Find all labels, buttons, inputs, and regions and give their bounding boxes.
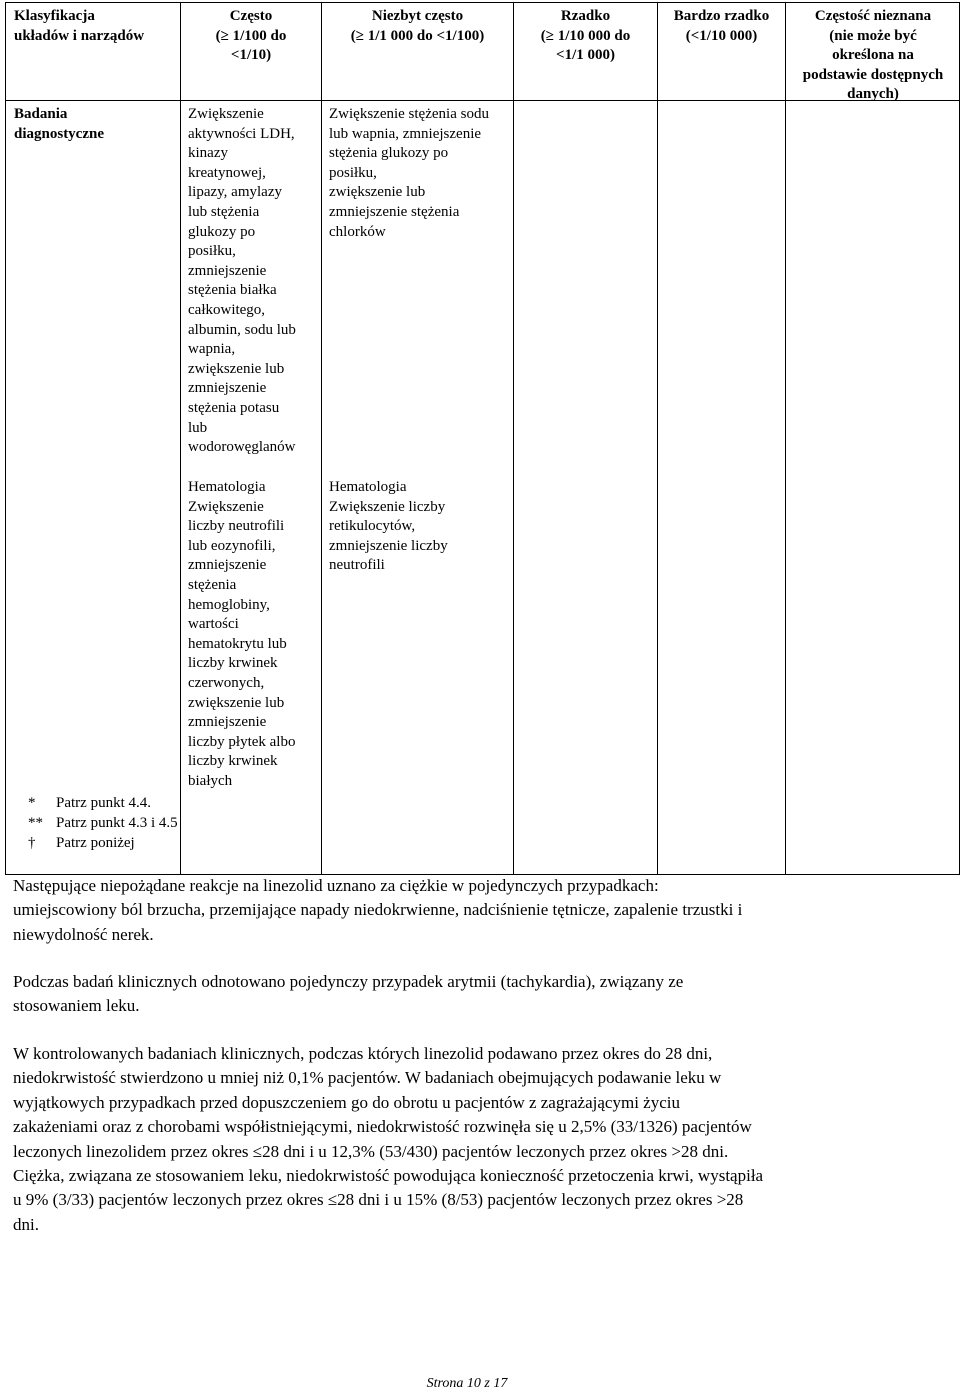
footnote: † Patrz poniżej	[28, 835, 135, 851]
column-divider	[785, 3, 786, 874]
footnote: ** Patrz punkt 4.3 i 4.5	[28, 815, 178, 831]
header-very-rare: Bardzo rzadko (<1/10 000)	[673, 8, 770, 44]
header-rare: Rzadko (≥ 1/10 000 do <1/1 000)	[540, 8, 631, 64]
footnote: * Patrz punkt 4.4.	[28, 795, 151, 811]
cell-uncommon: Zwiększenie stężenia sodu lub wapnia, zmniejszenie stężenia glukozy po posiłku, zwiększenie lub zmniejszenie stężenia chlorków	[329, 106, 489, 240]
paragraph-serious-reactions: Następujące niepożądane reakcje na linezolid uznano za ciężkie w pojedynczych przypadkach: umiejscowiony ból brzucha, przemijające napady niedokrwienne, nadciśnienie tętnicze, zapalenie trzustki i niewydolność nerek.	[13, 876, 743, 944]
row-system-class: Badania diagnostyczne	[14, 106, 104, 142]
header-unknown: Częstość nieznana (nie może być określona na podstawie dostępnych danych)	[802, 8, 944, 103]
header-system-class: Klasyfikacja układów i narządów	[14, 8, 145, 44]
cell-common: Zwiększenie aktywności LDH, kinazy kreatynowej, lipazy, amylazy lub stężenia glukozy po posiłku, zmniejszenie stężenia białka całkowitego, albumin, sodu lub wapnia, zwiększenie lub zmniejszenie stężenia potasu lub wodorowęglanów	[188, 106, 296, 456]
cell-common-hematology: Hematologia Zwiększenie liczby neutrofili lub eozynofili, zmniejszenie stężenia hemoglobiny, wartości hematokrytu lub liczby krwinek czerwonych, zwiększenie lub zmniejszenie liczby płytek albo liczby krwinek białych	[188, 479, 296, 789]
cell-uncommon-hematology: Hematologia Zwiększenie liczby retikulocytów, zmniejszenie liczby neutrofili	[329, 479, 448, 574]
paragraph-arrhythmia: Podczas badań klinicznych odnotowano pojedynczy przypadek arytmii (tachykardia), związany ze stosowaniem leku.	[13, 972, 684, 1016]
table-footnotes	[28, 793, 178, 853]
column-divider	[180, 3, 181, 874]
paragraph-anemia: W kontrolowanych badaniach klinicznych, podczas których linezolid podawano przez okres do 28 dni, niedokrwistość stwierdzono u mniej niż 0,1% pacjentów. W badaniach obejmujących podawanie leku w wyjątkowych przypadkach przed dopuszczeniem go do obrotu u pacjentów z zagrażającymi życiu zakażeniami oraz z chorobami współistniejącymi, niedokrwistość rozwinęła się u 2,5% (33/1326) pacjentów leczonych linezolidem przez okres ≤28 dni i u 12,3% (53/430) pacjentów leczonych przez okres >28 dni. Ciężka, związana ze stosowaniem leku, niedokrwistość powodująca konieczność przetoczenia krwi, wystąpiła u 9% (3/33) pacjentów leczonych przez okres ≤28 dni i u 15% (8/53) pacjentów leczonych przez okres >28 dni.	[13, 1044, 764, 1234]
column-divider	[321, 3, 322, 874]
column-divider	[513, 3, 514, 874]
header-uncommon: Niezbyt często (≥ 1/1 000 do <1/100)	[350, 8, 485, 44]
column-divider	[657, 3, 658, 874]
adverse-reactions-table	[5, 2, 960, 875]
page-footer: Strona 10 z 17	[426, 1376, 508, 1391]
header-common: Często (≥ 1/100 do <1/10)	[215, 8, 287, 64]
